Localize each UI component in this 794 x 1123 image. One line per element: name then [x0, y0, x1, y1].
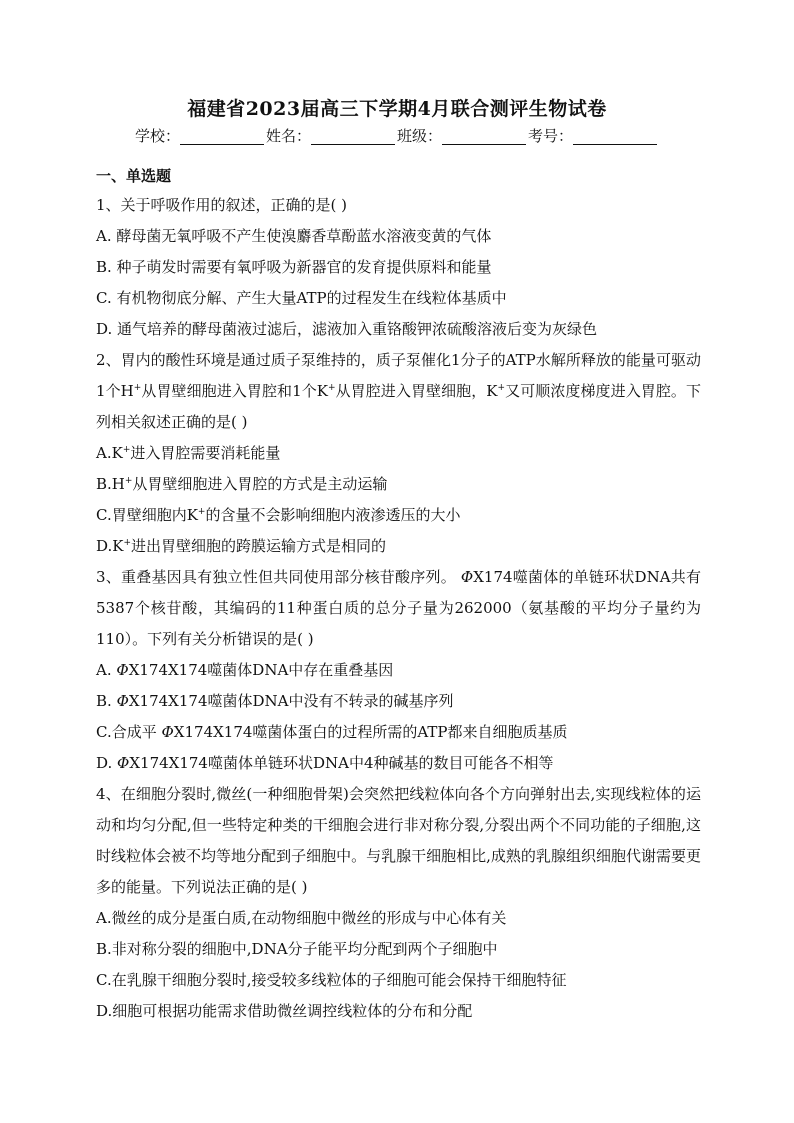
school-blank[interactable]	[180, 128, 264, 145]
question-4-option-d[interactable]: D.细胞可根据功能需求借助微丝调控线粒体的分布和分配	[96, 1002, 473, 1020]
exam-number-blank[interactable]	[573, 128, 657, 145]
question-2-option-b[interactable]: B.H+从胃壁细胞进入胃腔的方式是主动运输	[96, 475, 388, 493]
phi-symbol: Φ	[460, 568, 474, 586]
question-1-option-b[interactable]: B. 种子萌发时需要有氧呼吸为新器官的发育提供原料和能量	[96, 258, 492, 276]
question-3-option-c[interactable]: C.合成平 ΦX174X174噬菌体蛋白的过程所需的ATP都来自细胞质基质	[96, 723, 568, 741]
class-label: 班级：	[397, 127, 443, 145]
question-1-stem: 1、关于呼吸作用的叙述，正确的是( )	[96, 196, 348, 214]
name-blank[interactable]	[311, 128, 395, 145]
school-label: 学校：	[134, 127, 180, 145]
question-2-option-d[interactable]: D.K+进出胃壁细胞的跨膜运输方式是相同的	[96, 537, 387, 555]
question-3-stem: 3、重叠基因具有独立性但共同使用部分核苷酸序列。 ΦX174噬菌体的单链环状DNA共有5387个核苷酸，其编码的11种蛋白质的总分子量为262000（氨基酸的平均分子量约为110）。下列有关分析错误的是( )	[96, 568, 701, 648]
question-4-option-b[interactable]: B.非对称分裂的细胞中,DNA分子能平均分配到两个子细胞中	[96, 940, 498, 958]
exam-title: 福建省2023届高三下学期4月联合测评生物试卷	[187, 98, 607, 120]
question-1-option-d[interactable]: D. 通气培养的酵母菌液过滤后，滤液加入重铬酸钾浓硫酸溶液后变为灰绿色	[96, 320, 598, 338]
class-blank[interactable]	[442, 128, 526, 145]
question-2-option-c[interactable]: C.胃壁细胞内K+的含量不会影响细胞内液渗透压的大小	[96, 506, 461, 524]
question-3-option-b[interactable]: B. ΦX174X174噬菌体DNA中没有不转录的碱基序列	[96, 692, 454, 710]
question-3-option-a[interactable]: A. ΦX174X174噬菌体DNA中存在重叠基因	[96, 661, 394, 679]
question-2-option-a[interactable]: A.K+进入胃腔需要消耗能量	[96, 444, 281, 462]
question-2-stem: 2、胃内的酸性环境是通过质子泵维持的，质子泵催化1分子的ATP水解所释放的能量可驱动1个H+从胃壁细胞进入胃腔和1个K+从胃腔进入胃壁细胞，K+又可顺浓度梯度进入胃腔。下列相关叙述正确的是( )	[96, 351, 701, 431]
section-heading: 一、单选题	[96, 167, 172, 185]
question-1-option-c[interactable]: C. 有机物彻底分解、产生大量ATP的过程发生在线粒体基质中	[96, 289, 507, 307]
question-3-option-d[interactable]: D. ΦX174X174噬菌体单链环状DNA中4种碱基的数目可能各不相等	[96, 754, 554, 772]
student-info-row	[0, 125, 794, 146]
question-4-option-a[interactable]: A.微丝的成分是蛋白质,在动物细胞中微丝的形成与中心体有关	[96, 909, 507, 927]
question-4-stem: 4、在细胞分裂时,微丝(一种细胞骨架)会突然把线粒体向各个方向弹射出去,实现线粒体的运动和均匀分配,但一些特定种类的干细胞会进行非对称分裂,分裂出两个不同功能的子细胞,这时线粒体会被不均等地分配到子细胞中。与乳腺干细胞相比,成熟的乳腺组织细胞代谢需要更多的能量。下列说法正确的是( )	[96, 785, 701, 896]
exam-number-label: 考号：	[528, 127, 574, 145]
question-1-option-a[interactable]: A. 酵母菌无氧呼吸不产生使溴麝香草酚蓝水溶液变黄的气体	[96, 227, 492, 245]
name-label: 姓名：	[265, 127, 311, 145]
question-4-option-c[interactable]: C.在乳腺干细胞分裂时,接受较多线粒体的子细胞可能会保持干细胞特征	[96, 971, 567, 989]
question-list	[96, 165, 701, 1027]
